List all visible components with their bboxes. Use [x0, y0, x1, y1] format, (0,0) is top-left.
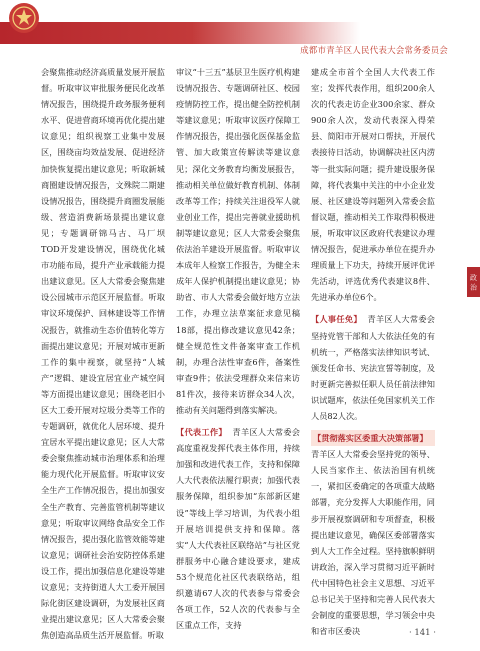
header-title: 成都市青羊区人民代表大会常务委员会: [300, 46, 448, 56]
column-1: [41, 64, 165, 643]
column-3: [311, 64, 435, 639]
column-1-text: 会聚焦推动经济高质量发展开展监督。听取审议审批服务便民化改革情况报告，围绕提升政务服务便利水平、促进营商环境再优化提出建议意见；组织视察工业集中发展区，围绕亩均效益发展、促进经济加快恢复提出建议意见；听取新城商圈建设情况报告，文殊院二期建设情况报告，围绕提升商圈发展能级、营造消费新场景提出建议意见；专题调研锦马古、马厂坝TOD开发建设情况，围绕优化城市功能布局，提升产业承载能力提出建议意见。区人大常委会聚焦建设公园城市示范区开展监督。听取审议环境保护、回林建设等工作情况报告，就推动生态价值转化等方面提出建议意见；开展对城市更新工作的集中视察，就坚持“人城产”逻辑、建设宜居宜业产城空间等方面提出建议意见；围绕老旧小区大工委开展对垃圾分类等工作的专题调研，就优化人居环境、提升宜居水平提出建议意见；区人大常委会聚焦推动城市治理体系和治理能力现代化开展监督。听取审议安全生产工作情况报告，提出加强安全生产教育、完善监管机制等建议意见；听取审议网络食品安全工作情况报告，提出强化监管效能等建议意见；调研社会治安防控体系建设工作，提出加强信息化建设等建议意见；支持街道人大工委开展国际化街区建设调研，为发展社区商业提出建议意见；区人大常委会聚焦创造高品质生活开展监督。听取: [41, 67, 165, 641]
column-3-text: 建成全市首个全国人大代表工作室；发挥代表作用，组织200余人次的代表走访企业300余家、群众900余人次，发动代表深入得荣县、简阳市开展对口帮扶，开展代表接待日活动，协调解决社区内涝等一批实际问题；提升建设服务保障，将代表集中关注的中小企业发展、社区建设等问题列入常委会监督议题，推动相关工作取得积极进展，听取审议区政府代表建议办理情况报告，促进承办单位在提升办理质量上下功夫，持续开展评优评先活动，评选优秀代表建议8件、先进承办单位6个。: [311, 67, 435, 303]
renshi-section-body: 青羊区人大常委会坚持党管干部和人大依法任免的有机统一，严格落实法律知识考试、颁发任命书、宪法宣誓等制度，及时更新完善拟任职人员任前法律知识试题库，依法任免国家机关工作人员82人次。: [311, 314, 435, 421]
page-header: [0, 22, 480, 56]
guanche-section-body: 青羊区人大常委会坚持党的领导、人民当家作主、依法治国有机统一，紧扣区委确定的各项重大战略部署，充分发挥人大职能作用，同步开展视察调研和专项督查，积极提出建议意见，确保区委部署落实到人大工作全过程。坚持旗帜鲜明讲政治，深入学习贯彻习近平新时代中国特色社会主义思想、习近平总书记关于坚持和完善人民代表大会制度的重要思想，学习领会中央和省市区委决: [311, 449, 435, 637]
guanche-section-title: 【贯彻落实区委重大决策部署】: [311, 430, 435, 446]
page-number: · 141 ·: [408, 628, 436, 638]
column-2-text: 审议“十三五”基层卫生医疗机构建设情况报告、专题调研社区、校园疫情防控工作，提出健全防控机制等建议意见；听取审议医疗保障工作情况报告，提出强化医保基金监管、加大政策宣传解读等建议意见；深化文务教育均衡发展报告，推动相关单位做好教育机制、体制改革等工作；持续关注退役军人就业创业工作，提出完善就业援助机制等建议意见；区人大常委会聚焦依法治羊建设开展监督。听取审议本成年人检察工作报告，为健全未成年人保护机制提出建议意见；协助省、市人大常委会做好地方立法工作，办理立法草案征求意见稿18部，提出修改建议意见42条；健全规范性文件备案审查工作机制，办理合法性审查6件，备案性审查9件；依法受理群众来信来访81件次，接待来访群众34人次，推动有关问题得到落实解决。: [176, 67, 300, 415]
header-band: [0, 22, 480, 44]
renshi-section-title: 【人事任免】: [311, 314, 362, 325]
column-2: [176, 64, 300, 633]
section-side-tab: 政 治: [467, 267, 480, 297]
daibiao-section-body: 青羊区人大常委会高度重视发挥代表主体作用，持续加强和改进代表工作，支持和保障人大代表依法履行职责；加强代表服务保障，组织参加“东部新区建设”等线上学习培训，为代表小组开展培训提供支持和保障。落实“人大代表社区联络站”与社区党群服务中心融合建设要求，建成53个规范化社区代表联络站，组织邀请67人次的代表参与常委会各项工作，52人次的代表参与全区重点工作，支持: [176, 427, 300, 631]
daibiao-paragraph: [176, 424, 300, 633]
renshi-paragraph: [311, 311, 435, 424]
people-congress-emblem-icon: [6, 0, 42, 36]
daibiao-section-title: 【代表工作】: [176, 427, 227, 438]
guanche-paragraph: [311, 430, 435, 639]
